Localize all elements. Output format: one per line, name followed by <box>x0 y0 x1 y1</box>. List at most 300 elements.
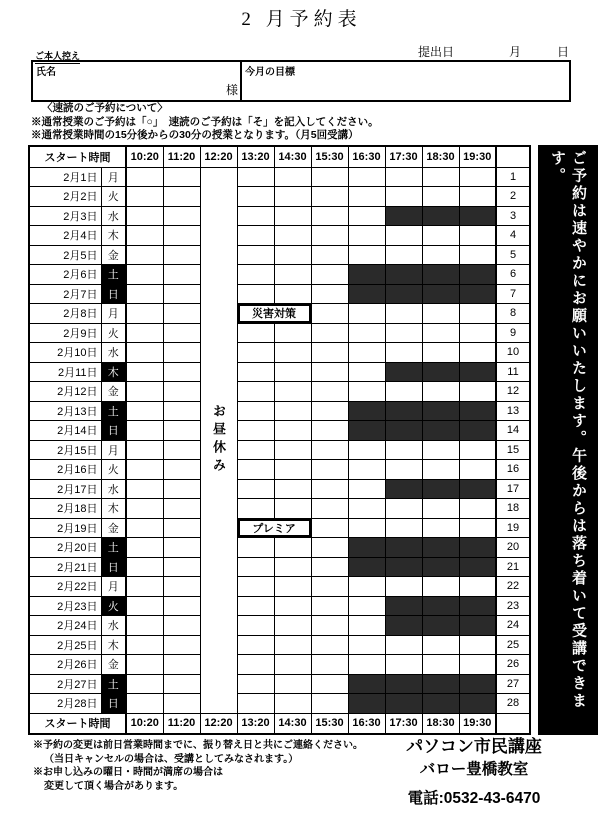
day-cell: 日 <box>101 694 126 714</box>
row-number-cell: 27 <box>496 674 530 694</box>
day-cell: 月 <box>101 440 126 460</box>
date-cell: 2月2日 <box>29 187 101 207</box>
slot-cell <box>163 421 200 441</box>
day-cell: 月 <box>101 304 126 324</box>
day-cell: 土 <box>101 674 126 694</box>
day-cell: 水 <box>101 343 126 363</box>
slot-cell <box>459 362 496 382</box>
day-cell: 火 <box>101 596 126 616</box>
slot-cell <box>274 323 311 343</box>
copy-note-label: ご本人控え <box>35 49 80 64</box>
slot-cell <box>163 557 200 577</box>
slot-cell <box>385 187 422 207</box>
slot-cell <box>459 323 496 343</box>
slot-cell <box>163 304 200 324</box>
slot-cell <box>459 577 496 597</box>
slot-cell <box>311 655 348 675</box>
slot-cell <box>459 479 496 499</box>
slot-cell <box>237 382 274 402</box>
slot-cell <box>348 460 385 480</box>
slot-cell <box>163 596 200 616</box>
slot-cell <box>385 421 422 441</box>
time-label-13:20: 13:20 <box>237 146 274 167</box>
event-cell <box>237 304 311 324</box>
slot-cell <box>311 421 348 441</box>
slot-cell <box>422 635 459 655</box>
row-number-cell: 11 <box>496 362 530 382</box>
row-number-header <box>496 713 530 734</box>
goal-field-area <box>242 62 569 100</box>
slot-cell <box>126 343 163 363</box>
footer-note-1: ※予約の変更は前日営業時間までに、振り替え日と共にご連絡ください。 <box>33 740 363 751</box>
instructions-heading: 〈速読のご予約について〉 <box>42 102 168 114</box>
slot-cell <box>274 382 311 402</box>
slot-cell <box>311 616 348 636</box>
slot-cell <box>274 460 311 480</box>
day-cell: 火 <box>101 187 126 207</box>
instructions-line-1: ※通常授業のご予約は「○」 速読のご予約は「そ」を記入してください。 <box>31 115 379 128</box>
day-cell: 木 <box>101 635 126 655</box>
slot-cell <box>163 343 200 363</box>
time-label-11:20: 11:20 <box>163 713 200 734</box>
reservation-table <box>28 145 531 735</box>
slot-cell <box>126 596 163 616</box>
slot-cell <box>126 167 163 187</box>
date-cell: 2月12日 <box>29 382 101 402</box>
slot-cell <box>422 616 459 636</box>
date-cell: 2月3日 <box>29 206 101 226</box>
slot-cell <box>163 206 200 226</box>
slot-cell <box>274 265 311 285</box>
slot-cell <box>422 167 459 187</box>
slot-cell <box>126 382 163 402</box>
slot-cell <box>274 206 311 226</box>
slot-cell <box>274 226 311 246</box>
speed-reading-instructions <box>31 102 379 143</box>
row-number-cell: 7 <box>496 284 530 304</box>
slot-cell <box>311 440 348 460</box>
slot-cell <box>348 499 385 519</box>
slot-cell <box>126 674 163 694</box>
date-cell: 2月24日 <box>29 616 101 636</box>
slot-cell <box>385 694 422 714</box>
slot-cell <box>126 421 163 441</box>
slot-cell <box>459 635 496 655</box>
name-field-area <box>33 62 242 100</box>
day-cell: 金 <box>101 655 126 675</box>
date-row <box>29 382 530 402</box>
phone-number: 電話:0532-43-6470 <box>407 790 541 807</box>
slot-cell <box>348 596 385 616</box>
time-label-15:30: 15:30 <box>311 146 348 167</box>
time-label-18:30: 18:30 <box>422 713 459 734</box>
slot-cell <box>274 635 311 655</box>
time-label-17:30: 17:30 <box>385 146 422 167</box>
date-row <box>29 187 530 207</box>
slot-cell <box>163 577 200 597</box>
honorific-label: 様 <box>225 83 238 97</box>
slot-cell <box>311 674 348 694</box>
date-cell: 2月10日 <box>29 343 101 363</box>
slot-cell <box>422 284 459 304</box>
slot-cell <box>311 538 348 558</box>
date-row <box>29 343 530 363</box>
row-number-cell: 22 <box>496 577 530 597</box>
slot-cell <box>126 304 163 324</box>
date-cell: 2月26日 <box>29 655 101 675</box>
row-number-cell: 2 <box>496 187 530 207</box>
date-row <box>29 440 530 460</box>
time-label-16:30: 16:30 <box>348 713 385 734</box>
date-row <box>29 206 530 226</box>
slot-cell <box>459 401 496 421</box>
day-cell: 土 <box>101 401 126 421</box>
day-cell: 月 <box>101 577 126 597</box>
slot-cell <box>422 557 459 577</box>
row-number-cell: 25 <box>496 635 530 655</box>
slot-cell <box>311 167 348 187</box>
slot-cell <box>237 421 274 441</box>
slot-cell <box>237 167 274 187</box>
date-cell: 2月14日 <box>29 421 101 441</box>
slot-cell <box>348 635 385 655</box>
slot-cell <box>126 655 163 675</box>
slot-cell <box>274 343 311 363</box>
slot-cell <box>237 245 274 265</box>
time-label-14:30: 14:30 <box>274 146 311 167</box>
day-cell: 火 <box>101 323 126 343</box>
submit-date-label: 提出日 <box>418 45 455 59</box>
slot-cell <box>348 343 385 363</box>
slot-cell <box>348 382 385 402</box>
row-number-cell: 13 <box>496 401 530 421</box>
event-cell <box>237 518 311 538</box>
day-cell: 火 <box>101 460 126 480</box>
slot-cell <box>422 655 459 675</box>
slot-cell <box>311 577 348 597</box>
slot-cell <box>237 635 274 655</box>
slot-cell <box>237 596 274 616</box>
date-cell: 2月13日 <box>29 401 101 421</box>
slot-cell <box>385 460 422 480</box>
date-cell: 2月5日 <box>29 245 101 265</box>
slot-cell <box>126 694 163 714</box>
date-row <box>29 226 530 246</box>
row-number-cell: 6 <box>496 265 530 285</box>
slot-cell <box>126 557 163 577</box>
day-cell: 月 <box>101 167 126 187</box>
date-cell: 2月21日 <box>29 557 101 577</box>
slot-cell <box>311 245 348 265</box>
row-number-cell: 9 <box>496 323 530 343</box>
time-label-12:20: 12:20 <box>200 146 237 167</box>
time-label-18:30: 18:30 <box>422 146 459 167</box>
slot-cell <box>348 362 385 382</box>
row-number-cell: 23 <box>496 596 530 616</box>
slot-cell <box>163 694 200 714</box>
slot-cell <box>459 382 496 402</box>
date-row <box>29 362 530 382</box>
time-label-10:20: 10:20 <box>126 146 163 167</box>
date-row <box>29 323 530 343</box>
date-cell: 2月15日 <box>29 440 101 460</box>
day-cell: 木 <box>101 362 126 382</box>
date-row <box>29 655 530 675</box>
side-banner-text: ご予約は速やかにお願いいたします。午後からは落ち着いて受講できます。 <box>549 150 587 710</box>
date-row <box>29 616 530 636</box>
slot-cell <box>348 674 385 694</box>
slot-cell <box>237 206 274 226</box>
row-number-cell: 18 <box>496 499 530 519</box>
school-name: パソコン市民講座 <box>406 737 542 756</box>
slot-cell <box>348 245 385 265</box>
slot-cell <box>274 596 311 616</box>
slot-cell <box>163 440 200 460</box>
row-number-cell: 5 <box>496 245 530 265</box>
date-cell: 2月23日 <box>29 596 101 616</box>
time-label-14:30: 14:30 <box>274 713 311 734</box>
slot-cell <box>163 460 200 480</box>
slot-cell <box>274 499 311 519</box>
slot-cell <box>422 265 459 285</box>
slot-cell <box>126 187 163 207</box>
slot-cell <box>385 323 422 343</box>
slot-cell <box>385 382 422 402</box>
date-cell: 2月25日 <box>29 635 101 655</box>
day-cell: 水 <box>101 479 126 499</box>
slot-cell <box>459 518 496 538</box>
day-cell: 土 <box>101 265 126 285</box>
slot-cell <box>385 479 422 499</box>
footer-note-2: （当日キャンセルの場合は、受講としてみなされます。） <box>44 753 299 765</box>
slot-cell <box>311 479 348 499</box>
day-cell: 金 <box>101 518 126 538</box>
classroom-name: バロー豊橋教室 <box>419 761 529 778</box>
slot-cell <box>422 401 459 421</box>
slot-cell <box>348 187 385 207</box>
slot-cell <box>237 694 274 714</box>
slot-cell <box>311 323 348 343</box>
slot-cell <box>348 421 385 441</box>
slot-cell <box>126 577 163 597</box>
row-number-cell: 24 <box>496 616 530 636</box>
date-row <box>29 479 530 499</box>
date-row <box>29 401 530 421</box>
school-info <box>355 732 593 808</box>
date-cell: 2月11日 <box>29 362 101 382</box>
slot-cell <box>237 616 274 636</box>
day-cell: 水 <box>101 616 126 636</box>
slot-cell <box>422 206 459 226</box>
goal-label: 今月の目標 <box>245 67 295 78</box>
slot-cell <box>385 284 422 304</box>
footer-note-3: ※お申し込みの曜日・時間が満席の場合は <box>33 767 223 778</box>
slot-cell <box>237 557 274 577</box>
row-number-cell: 15 <box>496 440 530 460</box>
row-number-cell: 26 <box>496 655 530 675</box>
slot-cell <box>274 577 311 597</box>
row-number-cell: 21 <box>496 557 530 577</box>
slot-cell <box>459 343 496 363</box>
slot-cell <box>459 421 496 441</box>
slot-cell <box>163 655 200 675</box>
slot-cell <box>459 304 496 324</box>
slot-cell <box>163 323 200 343</box>
slot-cell <box>311 284 348 304</box>
slot-cell <box>274 187 311 207</box>
name-label: 氏名 <box>36 67 56 78</box>
slot-cell <box>459 538 496 558</box>
slot-cell <box>163 187 200 207</box>
slot-cell <box>459 694 496 714</box>
date-cell: 2月17日 <box>29 479 101 499</box>
slot-cell <box>311 557 348 577</box>
slot-cell <box>422 421 459 441</box>
row-number-cell: 20 <box>496 538 530 558</box>
slot-cell <box>163 226 200 246</box>
slot-cell <box>385 167 422 187</box>
slot-cell <box>237 187 274 207</box>
slot-cell <box>385 655 422 675</box>
slot-cell <box>237 265 274 285</box>
slot-cell <box>274 245 311 265</box>
time-footer-row <box>29 713 530 734</box>
date-cell: 2月8日 <box>29 304 101 324</box>
date-cell: 2月22日 <box>29 577 101 597</box>
slot-cell <box>126 206 163 226</box>
slot-cell <box>237 577 274 597</box>
slot-cell <box>274 479 311 499</box>
time-label-16:30: 16:30 <box>348 146 385 167</box>
slot-cell <box>422 694 459 714</box>
slot-cell <box>422 518 459 538</box>
slot-cell <box>385 226 422 246</box>
instructions-line-2: ※通常授業時間の15分後からの30分の授業となります。（月5回受講） <box>31 129 359 141</box>
slot-cell <box>237 674 274 694</box>
date-row <box>29 557 530 577</box>
slot-cell <box>126 284 163 304</box>
slot-cell <box>311 382 348 402</box>
slot-cell <box>163 382 200 402</box>
row-number-header <box>496 146 530 167</box>
slot-cell <box>459 499 496 519</box>
slot-cell <box>459 284 496 304</box>
submit-day-label: 日 <box>557 45 570 59</box>
row-number-cell: 4 <box>496 226 530 246</box>
slot-cell <box>459 187 496 207</box>
slot-cell <box>126 538 163 558</box>
slot-cell <box>163 538 200 558</box>
slot-cell <box>348 694 385 714</box>
slot-cell <box>311 401 348 421</box>
slot-cell <box>311 518 348 538</box>
slot-cell <box>422 440 459 460</box>
slot-cell <box>274 538 311 558</box>
slot-cell <box>163 265 200 285</box>
slot-cell <box>385 265 422 285</box>
date-row <box>29 421 530 441</box>
date-cell: 2月20日 <box>29 538 101 558</box>
slot-cell <box>422 382 459 402</box>
slot-cell <box>385 518 422 538</box>
row-number-cell: 16 <box>496 460 530 480</box>
slot-cell <box>422 674 459 694</box>
slot-cell <box>422 187 459 207</box>
day-cell: 水 <box>101 206 126 226</box>
slot-cell <box>348 226 385 246</box>
slot-cell <box>385 499 422 519</box>
slot-cell <box>348 577 385 597</box>
day-cell: 金 <box>101 382 126 402</box>
date-cell: 2月1日 <box>29 167 101 187</box>
slot-cell <box>459 655 496 675</box>
slot-cell <box>422 499 459 519</box>
slot-cell <box>348 440 385 460</box>
date-row <box>29 499 530 519</box>
name-goal-box <box>31 60 571 102</box>
slot-cell <box>237 284 274 304</box>
slot-cell <box>274 674 311 694</box>
date-cell: 2月4日 <box>29 226 101 246</box>
slot-cell <box>385 343 422 363</box>
time-label-11:20: 11:20 <box>163 146 200 167</box>
slot-cell <box>163 167 200 187</box>
slot-cell <box>237 499 274 519</box>
slot-cell <box>311 694 348 714</box>
slot-cell <box>385 674 422 694</box>
slot-cell <box>385 362 422 382</box>
time-label-15:30: 15:30 <box>311 713 348 734</box>
date-cell: 2月18日 <box>29 499 101 519</box>
day-cell: 日 <box>101 421 126 441</box>
date-cell: 2月27日 <box>29 674 101 694</box>
slot-cell <box>348 265 385 285</box>
slot-cell <box>385 440 422 460</box>
slot-cell <box>274 167 311 187</box>
slot-cell <box>126 226 163 246</box>
footer-note-4: 変更して頂く場合があります。 <box>44 780 184 792</box>
date-cell: 2月16日 <box>29 460 101 480</box>
event-label: プレミア <box>238 519 311 538</box>
slot-cell <box>126 479 163 499</box>
slot-cell <box>274 616 311 636</box>
slot-cell <box>237 226 274 246</box>
slot-cell <box>385 304 422 324</box>
slot-cell <box>348 616 385 636</box>
slot-cell <box>422 577 459 597</box>
reservation-grid-area <box>28 145 531 735</box>
start-time-label: スタート時間 <box>29 146 126 167</box>
slot-cell <box>459 616 496 636</box>
slot-cell <box>348 284 385 304</box>
slot-cell <box>237 323 274 343</box>
time-label-13:20: 13:20 <box>237 713 274 734</box>
slot-cell <box>126 499 163 519</box>
slot-cell <box>126 460 163 480</box>
slot-cell <box>348 557 385 577</box>
slot-cell <box>274 284 311 304</box>
slot-cell <box>126 245 163 265</box>
row-number-cell: 10 <box>496 343 530 363</box>
slot-cell <box>163 479 200 499</box>
start-time-label: スタート時間 <box>29 713 126 734</box>
slot-cell <box>237 401 274 421</box>
side-banner <box>538 145 598 735</box>
slot-cell <box>348 479 385 499</box>
slot-cell <box>311 362 348 382</box>
slot-cell <box>385 596 422 616</box>
slot-cell <box>459 596 496 616</box>
